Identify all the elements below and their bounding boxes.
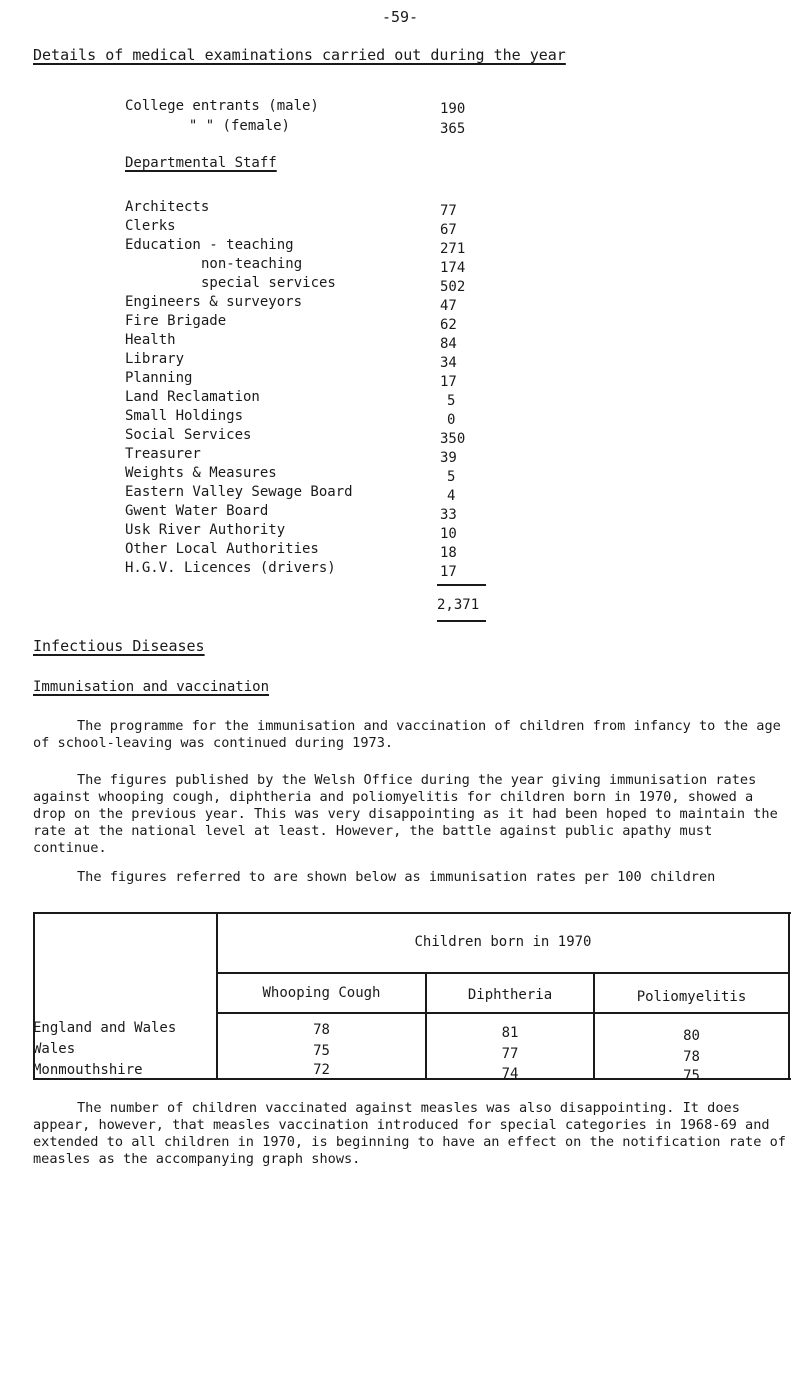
staff-row-label: Other Local Authorities: [125, 541, 319, 557]
staff-row-label: Engineers & surveyors: [125, 294, 303, 310]
column-header-divider: [216, 1012, 790, 1014]
total-top-rule: [437, 584, 486, 586]
staff-row-value: 77: [440, 203, 457, 219]
staff-row-value: 47: [440, 298, 457, 314]
table-top-border: [33, 912, 791, 914]
staff-row-label: Eastern Valley Sewage Board: [125, 484, 353, 500]
staff-row-value: 271: [440, 241, 466, 257]
staff-row-value: 4: [447, 488, 456, 504]
staff-row-label: Fire Brigade: [125, 313, 227, 329]
staff-row-value: 10: [440, 526, 457, 542]
staff-row-value: 39: [440, 450, 457, 466]
paragraph-measles: The number of children vaccinated against measles was also disappointing. It does appear, however, that measles vaccination introduced for special categories in 1968-69 and extended to all children in 1970, is beginning to have an effect on the notification rate of measles as the accompanying graph shows.: [33, 1100, 786, 1167]
cell-value: 72: [313, 1062, 330, 1078]
college-male-label: College entrants (male): [125, 98, 319, 114]
staff-row-value: 67: [440, 222, 457, 238]
column-header-diphtheria: Diphtheria: [467, 987, 553, 1003]
cell-value: 77: [501, 1046, 519, 1062]
page-number: -59-: [381, 8, 419, 26]
staff-row-label: Clerks: [125, 218, 176, 234]
total-bottom-rule: [437, 620, 486, 622]
table-right-border: [788, 912, 790, 1080]
staff-row-label: Usk River Authority: [125, 522, 286, 538]
college-female-value: 365: [440, 121, 466, 137]
staff-row-label: Gwent Water Board: [125, 503, 269, 519]
staff-row-label: Weights & Measures: [125, 465, 277, 481]
cell-value: 75: [683, 1068, 700, 1084]
paragraph-figures: The figures referred to are shown below as immunisation rates per 100 children: [77, 869, 716, 885]
staff-row-label: Planning: [125, 370, 193, 386]
staff-row-value: 18: [440, 545, 457, 561]
staff-row-label: H.G.V. Licences (drivers): [125, 560, 336, 576]
infectious-diseases-heading: Infectious Diseases: [33, 637, 205, 655]
staff-row-value: 350: [440, 431, 466, 447]
row-label-monmouthshire: Monmouthshire: [33, 1062, 143, 1078]
group-header: Children born in 1970: [414, 934, 592, 950]
row-label-wales: Wales: [33, 1041, 76, 1057]
staff-row-label: Health: [125, 332, 176, 348]
staff-row-label: Small Holdings: [125, 408, 244, 424]
column-header-poliomyelitis: Poliomyelitis: [636, 989, 747, 1005]
cell-value: 75: [313, 1043, 330, 1059]
cell-value: 78: [683, 1049, 700, 1065]
staff-row-label: Education - teaching: [125, 237, 294, 253]
page-title: Details of medical examinations carried out during the year: [33, 46, 566, 64]
cell-value: 80: [683, 1028, 700, 1044]
staff-row-value: 33: [440, 507, 457, 523]
paragraph-welsh-office: The figures published by the Welsh Office during the year giving immunisation rates against whooping cough, diphtheria and poliomyelitis for children born in 1970, showed a drop on the previous year. This was very disappointing as it had been hoped to maintain the rate at the national level at least. However, the battle against public apathy must continue.: [33, 772, 778, 856]
staff-row-label: non-teaching: [201, 256, 303, 272]
staff-heading: Departmental Staff: [125, 155, 277, 171]
cell-value: 78: [313, 1022, 330, 1038]
college-female-label: " " (female): [188, 118, 290, 134]
staff-total: 2,371: [437, 597, 480, 613]
staff-row-value: 17: [440, 564, 457, 580]
staff-row-label: Treasurer: [125, 446, 201, 462]
staff-row-value: 84: [440, 336, 457, 352]
group-header-divider: [216, 972, 790, 974]
paragraph-programme: The programme for the immunisation and vaccination of children from infancy to the age of school-leaving was continued during 1973.: [33, 718, 781, 751]
staff-row-value: 174: [440, 260, 466, 276]
column-header-whooping-cough: Whooping Cough: [262, 985, 381, 1001]
immunisation-table: [33, 912, 793, 1082]
staff-row-label: Social Services: [125, 427, 252, 443]
cell-value: 81: [501, 1025, 519, 1041]
row-label-england-wales: England and Wales: [33, 1020, 177, 1036]
staff-row-label: special services: [201, 275, 336, 291]
staff-row-label: Library: [125, 351, 185, 367]
staff-row-value: 5: [447, 393, 456, 409]
staff-row-value: 62: [440, 317, 457, 333]
staff-row-value: 17: [440, 374, 457, 390]
staff-row-label: Architects: [125, 199, 210, 215]
cell-value: 74: [501, 1066, 519, 1082]
staff-row-value: 502: [440, 279, 466, 295]
staff-row-label: Land Reclamation: [125, 389, 260, 405]
staff-row-value: 5: [447, 469, 456, 485]
staff-row-value: 0: [447, 412, 456, 428]
staff-row-value: 34: [440, 355, 457, 371]
immunisation-heading: Immunisation and vaccination: [33, 679, 270, 695]
college-male-value: 190: [440, 101, 466, 117]
